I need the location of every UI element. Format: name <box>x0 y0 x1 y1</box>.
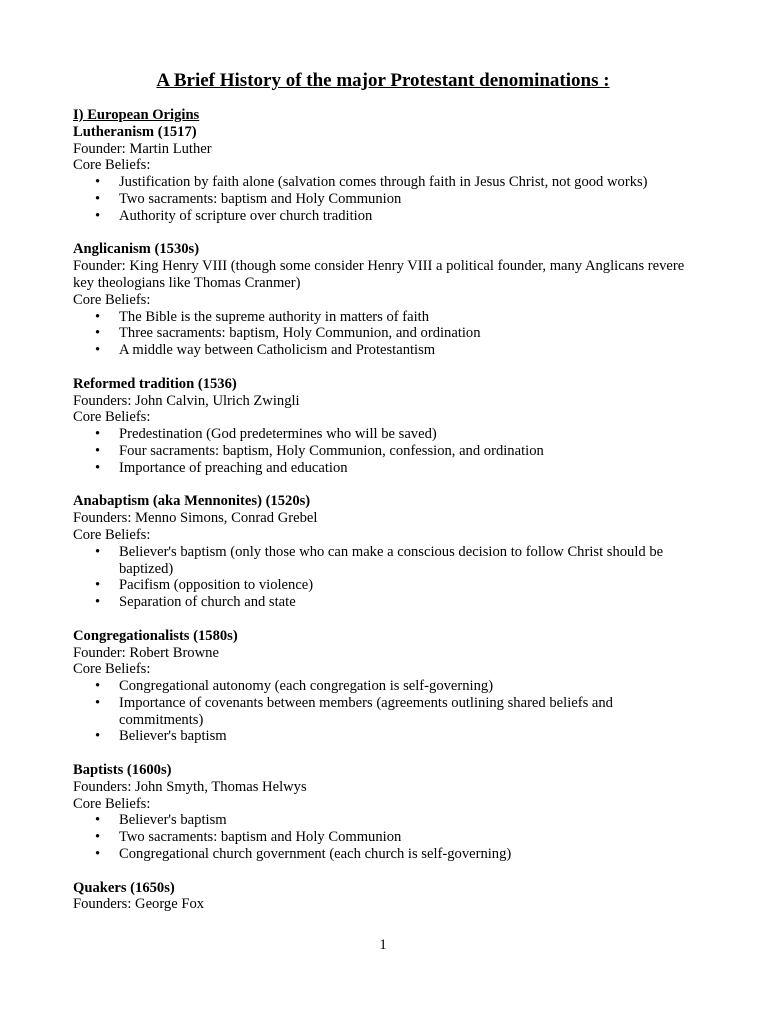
section-founder: Founder: Robert Browne <box>73 644 219 661</box>
belief-item <box>73 426 693 443</box>
section-title: Quakers (1650s) <box>73 879 175 896</box>
denomination-section <box>73 762 693 863</box>
belief-text: Authority of scripture over church tradition <box>119 207 373 224</box>
belief-text: Two sacraments: baptism and Holy Communion <box>119 190 402 207</box>
belief-text: Believer's baptism <box>119 728 227 745</box>
belief-text: Believer's baptism <box>119 812 227 829</box>
belief-text: Separation of church and state <box>119 594 296 611</box>
bullet-icon: • <box>95 459 101 476</box>
bullet-icon: • <box>95 694 101 711</box>
document-title: A Brief History of the major Protestant denominations : <box>156 70 610 91</box>
denomination-section <box>73 880 693 914</box>
part-heading: I) European Origins <box>73 107 200 123</box>
bullet-icon: • <box>95 678 101 695</box>
denomination-section <box>73 124 693 225</box>
belief-item <box>73 577 693 594</box>
bullet-icon: • <box>95 543 101 560</box>
belief-text: Believer's baptism (only those who can make a conscious decision to follow Christ should be baptized) <box>119 543 664 577</box>
document-body <box>73 107 693 930</box>
section-title: Congregationalists (1580s) <box>73 627 238 644</box>
section-founder: Founder: Martin Luther <box>73 140 212 157</box>
belief-text: The Bible is the supreme authority in matters of faith <box>119 308 430 325</box>
belief-item <box>73 309 693 326</box>
belief-item <box>73 544 693 578</box>
belief-text: Pacifism (opposition to violence) <box>119 577 314 594</box>
belief-item <box>73 728 693 745</box>
core-beliefs-label: Core Beliefs: <box>73 291 151 308</box>
bullet-icon: • <box>95 812 101 829</box>
belief-item <box>73 208 693 225</box>
belief-item <box>73 325 693 342</box>
belief-text: Importance of preaching and education <box>119 459 348 476</box>
belief-item <box>73 594 693 611</box>
section-title: Anabaptism (aka Mennonites) (1520s) <box>73 493 311 510</box>
denomination-section <box>73 376 693 477</box>
bullet-icon: • <box>95 728 101 745</box>
beliefs-list <box>73 544 693 611</box>
section-founder: Founders: George Fox <box>73 896 205 913</box>
belief-item <box>73 829 693 846</box>
core-beliefs-label: Core Beliefs: <box>73 157 151 174</box>
belief-text: Two sacraments: baptism and Holy Communion <box>119 829 402 846</box>
bullet-icon: • <box>95 342 101 359</box>
core-beliefs-label: Core Beliefs: <box>73 795 151 812</box>
section-title: Baptists (1600s) <box>73 762 172 779</box>
denomination-section <box>73 241 693 359</box>
section-founder: Founders: John Calvin, Ulrich Zwingli <box>73 392 300 409</box>
bullet-icon: • <box>95 829 101 846</box>
denomination-section <box>73 493 693 611</box>
belief-item <box>73 443 693 460</box>
bullet-icon: • <box>95 577 101 594</box>
beliefs-list <box>73 812 693 862</box>
page-number: 1 <box>379 937 387 953</box>
belief-item <box>73 678 693 695</box>
section-title: Lutheranism (1517) <box>73 123 197 140</box>
bullet-icon: • <box>95 174 101 191</box>
bullet-icon: • <box>95 442 101 459</box>
beliefs-list <box>73 309 693 359</box>
bullet-icon: • <box>95 594 101 611</box>
belief-item <box>73 191 693 208</box>
bullet-icon: • <box>95 426 101 443</box>
section-founder: Founders: Menno Simons, Conrad Grebel <box>73 510 318 527</box>
belief-text: Congregational church government (each church is self-governing) <box>119 846 512 863</box>
belief-text: Four sacraments: baptism, Holy Communion, confession, and ordination <box>119 442 544 459</box>
beliefs-list <box>73 174 693 224</box>
belief-item <box>73 812 693 829</box>
belief-text: Importance of covenants between members (agreements outlining shared beliefs and commitments) <box>119 694 613 728</box>
bullet-icon: • <box>95 190 101 207</box>
bullet-icon: • <box>95 846 101 863</box>
core-beliefs-label: Core Beliefs: <box>73 409 151 426</box>
beliefs-list <box>73 426 693 476</box>
denomination-section <box>73 628 693 746</box>
belief-item <box>73 695 693 729</box>
belief-text: Predestination (God predetermines who will be saved) <box>119 426 437 443</box>
belief-item <box>73 342 693 359</box>
section-founder: Founder: King Henry VIII (though some consider Henry VIII a political founder, many Anglicans revere key theologians like Thomas Cranmer) <box>73 258 685 291</box>
bullet-icon: • <box>95 308 101 325</box>
section-title: Reformed tradition (1536) <box>73 375 237 392</box>
belief-item <box>73 174 693 191</box>
sections-container <box>73 124 693 913</box>
belief-item <box>73 846 693 863</box>
core-beliefs-label: Core Beliefs: <box>73 661 151 678</box>
belief-text: A middle way between Catholicism and Protestantism <box>119 342 436 359</box>
belief-text: Justification by faith alone (salvation comes through faith in Jesus Christ, not good works) <box>119 174 648 191</box>
belief-item <box>73 460 693 477</box>
section-founder: Founders: John Smyth, Thomas Helwys <box>73 778 307 795</box>
core-beliefs-label: Core Beliefs: <box>73 526 151 543</box>
bullet-icon: • <box>95 207 101 224</box>
section-title: Anglicanism (1530s) <box>73 241 200 258</box>
bullet-icon: • <box>95 325 101 342</box>
belief-text: Three sacraments: baptism, Holy Communion, and ordination <box>119 325 481 342</box>
beliefs-list <box>73 678 693 745</box>
belief-text: Congregational autonomy (each congregation is self-governing) <box>119 678 494 695</box>
